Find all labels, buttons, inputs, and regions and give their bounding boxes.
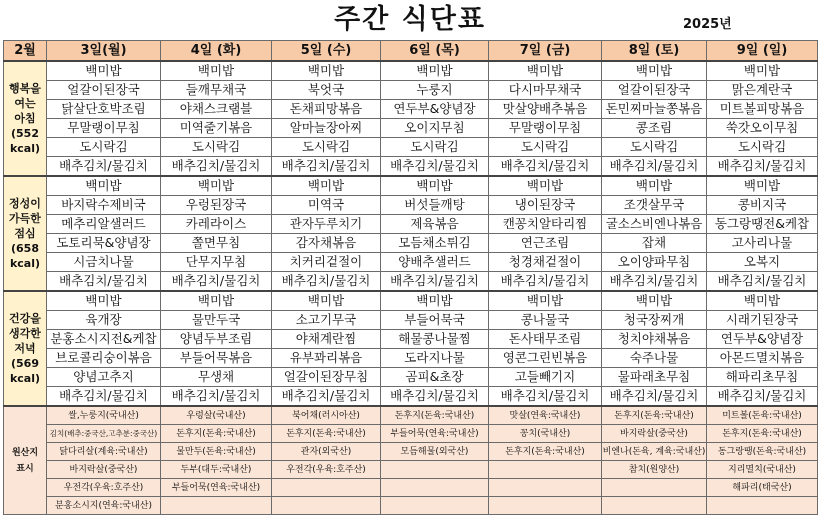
origin-item: 지리멸치(국내산) [707,461,818,479]
origin-label-line: 표시 [16,463,34,474]
origin-item: 동그랑땡(돈육:국내산) [707,443,818,461]
meal-row [4,196,818,215]
menu-item: 배추김치/물김치 [602,387,707,407]
origin-item: 바지락살(중국산) [602,425,707,443]
menu-item: 소고기무국 [272,311,381,330]
meal-row [4,234,818,253]
menu-item: 냉이된장국 [489,196,602,215]
meal-row [4,138,818,157]
menu-item: 도시락김 [161,138,272,157]
origin-item [707,497,818,515]
menu-item: 무말랭이무침 [489,119,602,138]
menu-item: 분홍소시지전&케찹 [47,330,161,349]
menu-item: 백미밥 [47,291,161,311]
origin-item: 돈후지(돈육:국내산) [602,406,707,425]
menu-item: 배추김치/물김치 [489,157,602,177]
day-header: 4일 (화) [161,41,272,62]
menu-item: 백미밥 [602,176,707,196]
menu-item: 배추김치/물김치 [707,387,818,407]
origin-item: 맛살(연육:국내산) [489,406,602,425]
meal-row [4,157,818,177]
menu-item: 백미밥 [161,61,272,81]
meal-label-line: 여는 [14,97,36,110]
origin-item [602,479,707,497]
menu-item: 메추리알샐러드 [47,215,161,234]
menu-item: 맑은계란국 [707,81,818,100]
menu-item: 연두부&양념장 [381,100,489,119]
meal-label-line: 점심 [14,227,36,240]
menu-item: 육개장 [47,311,161,330]
origin-item: 참치(원양산) [602,461,707,479]
menu-item: 돈채피망볶음 [272,100,381,119]
menu-item: 배추김치/물김치 [602,272,707,292]
menu-item: 돈민찌마늘쫑볶음 [602,100,707,119]
meal-label [4,61,47,176]
origin-item: 해파리(태국산) [707,479,818,497]
menu-item: 청국장찌개 [602,311,707,330]
menu-item: 배추김치/물김치 [47,272,161,292]
origin-item: 북어채(러시아산) [272,406,381,425]
menu-item: 바지락수제비국 [47,196,161,215]
menu-item: 곰피&초장 [381,368,489,387]
menu-item: 배추김치/물김치 [381,272,489,292]
menu-item: 배추김치/물김치 [47,387,161,407]
origin-row [4,425,818,443]
menu-item: 백미밥 [47,176,161,196]
menu-item: 백미밥 [272,176,381,196]
origin-item: 돈후지(돈육:국내산) [161,425,272,443]
menu-item: 제육볶음 [381,215,489,234]
menu-item: 얼갈이된장무침 [272,368,381,387]
origin-item: 닭다리살(계육:국내산) [47,443,161,461]
menu-item: 백미밥 [272,61,381,81]
meal-row [4,176,818,196]
menu-item: 다시마무채국 [489,81,602,100]
menu-item: 닭살단호박조림 [47,100,161,119]
origin-item: 비엔나(돈육, 계육:국내산) [602,443,707,461]
menu-item: 맛살양배추볶음 [489,100,602,119]
origin-item: 물만두(돈육:국내산) [161,443,272,461]
menu-item: 도시락김 [707,138,818,157]
menu-item: 야채계란찜 [272,330,381,349]
meal-label-line: 정성이 [9,197,41,210]
menu-item: 백미밥 [272,291,381,311]
meal-row [4,311,818,330]
menu-item: 백미밥 [707,61,818,81]
menu-item: 해물콩나물찜 [381,330,489,349]
menu-item: 도시락김 [602,138,707,157]
origin-item [489,461,602,479]
menu-item: 배추김치/물김치 [707,272,818,292]
day-header: 7일 (금) [489,41,602,62]
menu-item: 백미밥 [161,176,272,196]
meal-row [4,272,818,292]
menu-item: 영콘그린빈볶음 [489,349,602,368]
meal-row [4,387,818,407]
menu-item: 우렁된장국 [161,196,272,215]
page-title: 주간 식단표 [334,4,486,35]
menu-item: 해파리초무침 [707,368,818,387]
menu-item: 양념두부조림 [161,330,272,349]
menu-item: 콩조림 [602,119,707,138]
origin-item: 쌀,누룽지(국내산) [47,406,161,425]
day-header: 9일 (일) [707,41,818,62]
origin-item: 관자(외국산) [272,443,381,461]
menu-item: 배추김치/물김치 [707,157,818,177]
menu-item: 고들빼기지 [489,368,602,387]
meal-label-line: (658 [11,242,39,255]
day-header: 8일 (토) [602,41,707,62]
menu-item: 관자두루치기 [272,215,381,234]
menu-item: 얼갈이된장국 [47,81,161,100]
origin-item: 우전각(우육:호주산) [272,461,381,479]
menu-item: 시금치나물 [47,253,161,272]
meal-label [4,291,47,406]
menu-item: 오이양파무침 [602,253,707,272]
meal-row [4,119,818,138]
menu-item: 연두부&양념장 [707,330,818,349]
menu-item: 백미밥 [707,176,818,196]
day-header: 6일 (목) [381,41,489,62]
menu-item: 양배추샐러드 [381,253,489,272]
menu-item: 단무지무침 [161,253,272,272]
meal-row [4,349,818,368]
menu-item: 배추김치/물김치 [272,387,381,407]
menu-item: 배추김치/물김치 [161,272,272,292]
menu-item: 부들어묵볶음 [161,349,272,368]
meal-label-line: (569 [11,357,39,370]
menu-item: 도시락김 [47,138,161,157]
meal-label-line: kcal) [9,257,41,270]
menu-item: 들깨무채국 [161,81,272,100]
menu-item: 콩나물국 [489,311,602,330]
menu-item: 배추김치/물김치 [272,272,381,292]
origin-item: 모듬해물(외국산) [381,443,489,461]
menu-item: 청치야채볶음 [602,330,707,349]
menu-item: 백미밥 [489,176,602,196]
origin-item [272,497,381,515]
day-header: 3일(월) [47,41,161,62]
origin-item: 돈후지(돈육:국내산) [707,425,818,443]
origin-item [381,479,489,497]
menu-item: 감자채볶음 [272,234,381,253]
weekly-menu-table [3,40,818,515]
menu-item: 알마늘장아찌 [272,119,381,138]
origin-row [4,461,818,479]
menu-item: 도시락김 [381,138,489,157]
meal-row [4,291,818,311]
header-row [4,41,818,62]
meal-label-line: 행복을 [9,82,41,95]
menu-item: 카레라이스 [161,215,272,234]
origin-item: 김치(배추:중국산,고추분:중국산) [47,425,161,443]
menu-item: 버섯들깨탕 [381,196,489,215]
menu-item: 무말랭이무침 [47,119,161,138]
menu-item: 양념고추지 [47,368,161,387]
menu-item: 모듬채소튀김 [381,234,489,253]
meal-label-line: 저녁 [14,342,36,355]
origin-item [272,479,381,497]
menu-item: 청경채겉절이 [489,253,602,272]
menu-item: 유부꽈리볶음 [272,349,381,368]
menu-item: 콩비지국 [707,196,818,215]
menu-item: 고사리나물 [707,234,818,253]
menu-item: 배추김치/물김치 [272,157,381,177]
origin-row [4,479,818,497]
year-label: 2025년 [683,17,732,32]
menu-item: 백미밥 [161,291,272,311]
meal-row [4,368,818,387]
origin-item: 부들어묵(연육:국내산) [161,479,272,497]
menu-item: 물파래초무침 [602,368,707,387]
menu-item: 백미밥 [602,61,707,81]
meal-label-line: 건강을 [9,312,41,325]
menu-item: 배추김치/물김치 [489,272,602,292]
origin-item [161,497,272,515]
menu-item: 치커리겉절이 [272,253,381,272]
menu-item: 도라지나물 [381,349,489,368]
meal-row [4,253,818,272]
menu-item: 아몬드멸치볶음 [707,349,818,368]
origin-label [4,406,47,515]
menu-item: 시래기된장국 [707,311,818,330]
menu-item: 동그랑땡전&케찹 [707,215,818,234]
menu-item: 부들어묵국 [381,311,489,330]
menu-item: 배추김치/물김치 [161,157,272,177]
menu-item: 미역국 [272,196,381,215]
menu-item: 무생채 [161,368,272,387]
origin-item [489,497,602,515]
meal-label-line: (552 [11,127,39,140]
menu-item: 백미밥 [47,61,161,81]
menu-item: 북엇국 [272,81,381,100]
menu-item: 배추김치/물김치 [381,157,489,177]
meal-row [4,81,818,100]
menu-item: 잡채 [602,234,707,253]
menu-item: 쑥갓오이무침 [707,119,818,138]
menu-item: 굴소스비엔나볶음 [602,215,707,234]
origin-item: 돈후지(돈육:국내산) [381,406,489,425]
origin-item [381,497,489,515]
meal-row [4,215,818,234]
month-label: 2월 [4,41,47,62]
meal-label-line: 생각한 [9,327,41,340]
meal-label-line: 아침 [14,112,36,125]
menu-item: 배추김치/물김치 [381,387,489,407]
menu-item: 백미밥 [602,291,707,311]
menu-item: 물만두국 [161,311,272,330]
meal-label-line: 가득한 [9,212,41,225]
origin-item: 분홍소시지(연육:국내산) [47,497,161,515]
meal-label-line: kcal) [9,372,41,385]
menu-item: 오이지무침 [381,119,489,138]
meal-row [4,61,818,81]
menu-item: 미역줄기볶음 [161,119,272,138]
menu-item: 백미밥 [489,61,602,81]
menu-item: 도시락김 [489,138,602,157]
origin-item: 미트볼(돈육:국내산) [707,406,818,425]
menu-item: 숙주나물 [602,349,707,368]
origin-row [4,443,818,461]
menu-item: 백미밥 [381,291,489,311]
menu-item: 누룽지 [381,81,489,100]
meal-label [4,176,47,291]
origin-item [602,497,707,515]
origin-item: 바지락살(중국산) [47,461,161,479]
origin-item: 우렁살(국내산) [161,406,272,425]
menu-item: 도시락김 [272,138,381,157]
menu-item: 조갯살무국 [602,196,707,215]
menu-item: 백미밥 [381,176,489,196]
origin-row [4,406,818,425]
menu-item: 도토리묵&양념장 [47,234,161,253]
menu-item: 배추김치/물김치 [161,387,272,407]
menu-item: 연근조림 [489,234,602,253]
origin-item: 부들어묵(연육:국내산) [381,425,489,443]
menu-item: 백미밥 [707,291,818,311]
origin-item [381,461,489,479]
menu-item: 쫄면무침 [161,234,272,253]
origin-row [4,497,818,515]
menu-item: 배추김치/물김치 [602,157,707,177]
menu-item: 백미밥 [381,61,489,81]
menu-item: 배추김치/물김치 [489,387,602,407]
origin-item: 우전각(우육:호주산) [47,479,161,497]
origin-label-line: 원산지 [11,447,39,458]
meal-row [4,100,818,119]
menu-item: 오복지 [707,253,818,272]
meal-label-line: kcal) [9,142,41,155]
menu-item: 얼갈이된장국 [602,81,707,100]
menu-item: 미트볼피망볶음 [707,100,818,119]
menu-item: 백미밥 [489,291,602,311]
menu-item: 캔꽁치알타리찜 [489,215,602,234]
menu-item: 야채스크램블 [161,100,272,119]
day-header: 5일 (수) [272,41,381,62]
meal-row [4,330,818,349]
origin-item: 돈후지(돈육:국내산) [489,443,602,461]
menu-item: 브로콜리숭이볶음 [47,349,161,368]
menu-item: 배추김치/물김치 [47,157,161,177]
origin-item: 돈후지(돈육:국내산) [272,425,381,443]
origin-item [489,479,602,497]
origin-item: 꽁치(국내산) [489,425,602,443]
origin-item: 두부(대두:국내산) [161,461,272,479]
menu-item: 돈사태무조림 [489,330,602,349]
